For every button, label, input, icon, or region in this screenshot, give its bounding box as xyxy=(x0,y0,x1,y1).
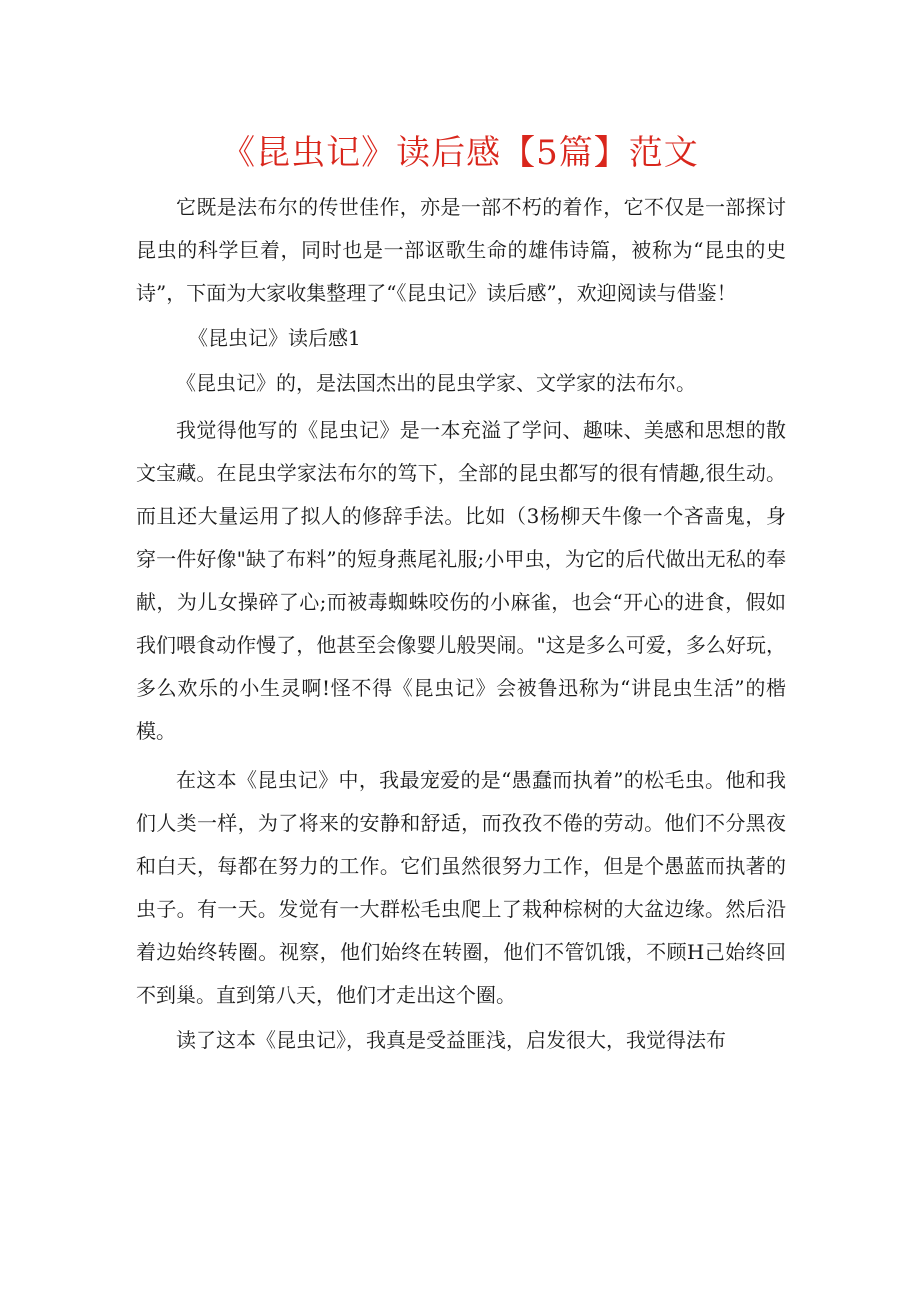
document-body xyxy=(136,186,786,1062)
body-paragraph: 《昆虫记》的，是法国杰出的昆虫学家、文学家的法布尔。 xyxy=(176,371,696,395)
document-title: 《昆虫记》读后感【5篇】范文 xyxy=(221,133,699,173)
body-paragraph: 我觉得他写的《昆虫记》是一本充溢了学问、趣味、美感和思想的散文宝藏。在昆虫学家法布尔的笃下，全部的昆虫都写的很有情趣,很生动。而且还大量运用了拟人的修辞手法。比如（3杨柳天牛像一个吝啬鬼，身穿一件好像"缺了布料”的短身燕尾礼服;小甲虫，为它的后代做出无私的奉献，为儿女操碎了心;而被毒蜘蛛咬伤的小麻雀，也会“开心的进食，假如我们喂食动作慢了，他甚至会像婴儿般哭闹。"这是多么可爱，多么好玩，多么欢乐的小生灵啊!怪不得《昆虫记》会被鲁迅称为“讲昆虫生活”的楷模。 xyxy=(136,418,786,743)
body-paragraph: 读了这本《昆虫记》，我真是受益匪浅，启发很大，我觉得法布 xyxy=(176,1028,726,1052)
section-heading: 《昆虫记》读后感1 xyxy=(188,326,361,350)
intro-paragraph: 它既是法布尔的传世佳作，亦是一部不朽的着作，它不仅是一部探讨昆虫的科学巨着，同时也是一部讴歌生命的雄伟诗篇，被称为“昆虫的史诗”，下面为大家收集整理了“《昆虫记》读后感”，欢迎阅读与借鉴！ xyxy=(136,195,786,305)
body-paragraph: 在这本《昆虫记》中，我最宠爱的是“愚蠢而执着”的松毛虫。他和我们人类一样，为了将来的安静和舒适，而孜孜不倦的劳动。他们不分黑夜和白天，每都在努力的工作。它们虽然很努力工作，但是个愚蓝而执著的虫子。有一天。发觉有一大群松毛虫爬上了栽种棕树的大盆边缘。然后沿着边始终转圈。视察，他们始终在转圈，他们不管饥饿，不顾H己始终回不到巢。直到第八天，他们才走出这个圈。 xyxy=(136,768,786,1007)
